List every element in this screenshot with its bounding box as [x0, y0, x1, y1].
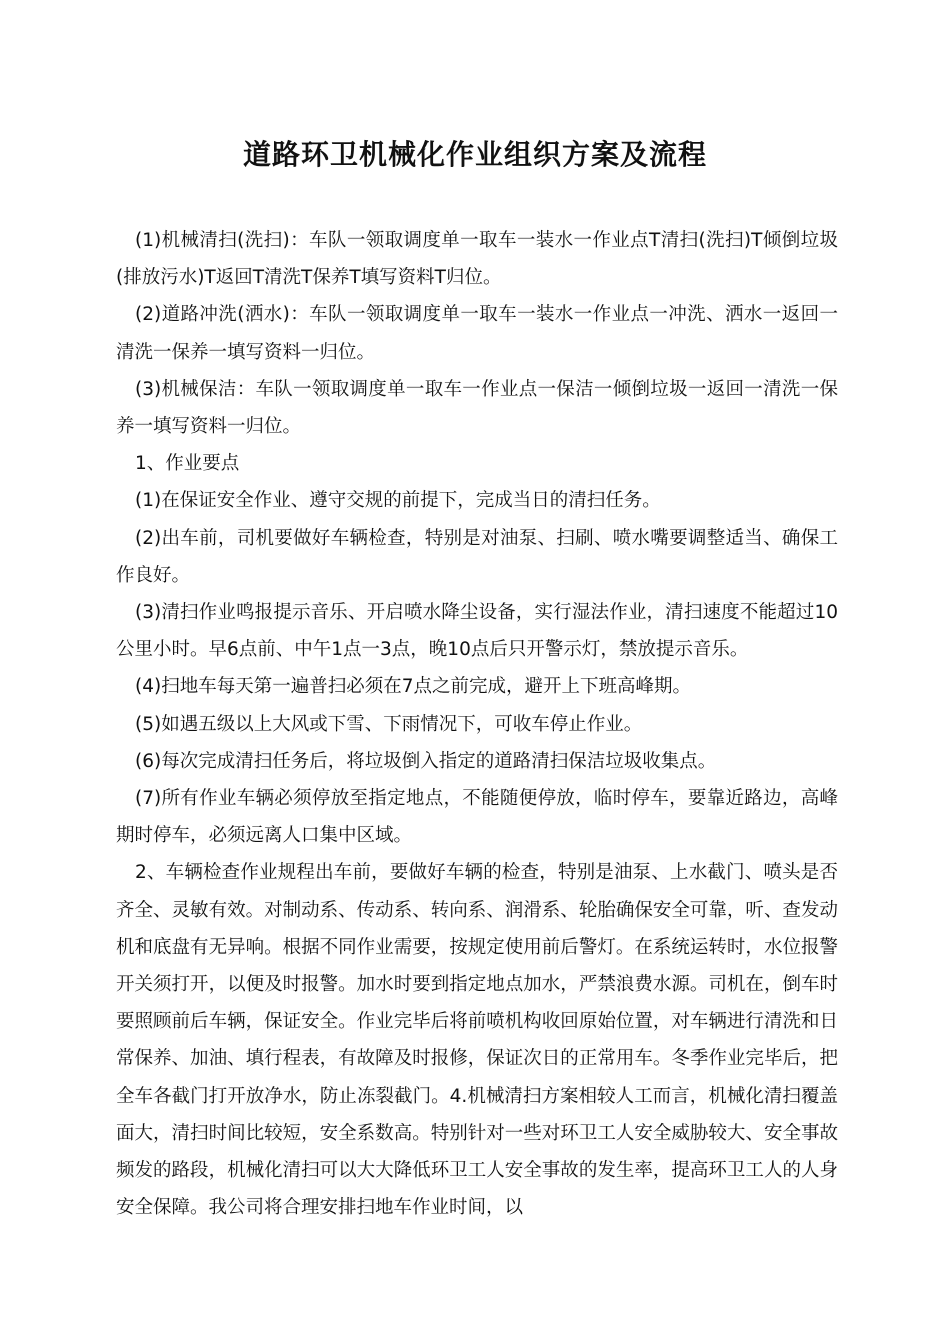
- paragraph-point-4: (4)扫地车每天第一遍普扫必须在7点之前完成，避开上下班高峰期。: [135, 676, 691, 698]
- paragraph-vehicle-inspection: 2、车辆检查作业规程出车前，要做好车辆的检查，特别是油泵、上水截门、喷头是否齐全、灵敏有效。对制动系、传动系、转向系、润滑系、轮胎确保安全可靠，听、查发动机和底盘有无异响。根据不同作业需要，按规定使用前后警灯。在系统运转时，水位报警开关须打开，以便及时报警。加水时要到指定地点加水，严禁浪费水源。司机在，倒车时要照顾前后车辆，保证安全。作业完毕后将前喷机构收回原始位置，对车辆进行清洗和日常保养、加油、填行程表，有故障及时报修，保证次日的正常用车。冬季作业完毕后，把全车各截门打开放净水，防止冻裂截门。4.机械清扫方案相较人工而言，机械化清扫覆盖面大，清扫时间比较短，安全系数高。特别针对一些对环卫工人安全威胁较大、安全事故频发的路段，机械化清扫可以大大降低环卫工人安全事故的发生率，提高环卫工人的人身安全保障。我公司将合理安排扫地车作业时间，以: [116, 862, 838, 1219]
- paragraph-point-7: (7)所有作业车辆必须停放至指定地点，不能随便停放，临时停车，要靠近路边，高峰期时停车，必须远离人口集中区域。: [116, 788, 838, 847]
- document-title: 道路环卫机械化作业组织方案及流程: [242, 138, 707, 171]
- document-body: [116, 222, 838, 1226]
- paragraph-point-6: (6)每次完成清扫任务后，将垃圾倒入指定的道路清扫保洁垃圾收集点。: [135, 750, 717, 772]
- paragraph-road-washing: (2)道路冲洗(洒水)：车队一领取调度单一取车一装水一作业点一冲洗、洒水一返回一清洗一保养一填写资料一归位。: [116, 304, 838, 363]
- paragraph-point-3: (3)清扫作业鸣报提示音乐、开启喷水降尘设备，实行湿法作业，清扫速度不能超过10公里小时。早6点前、中午1点一3点，晚10点后只开警示灯，禁放提示音乐。: [116, 602, 838, 661]
- paragraph-point-1: (1)在保证安全作业、遵守交规的前提下，完成当日的清扫任务。: [135, 490, 661, 512]
- section-heading-work-points: 1、作业要点: [135, 453, 240, 475]
- paragraph-mechanical-sweeping: (1)机械清扫(洗扫)：车队一领取调度单一取车一装水一作业点T清扫(洗扫)T倾倒垃圾(排放污水)T返回T清洗T保养T填写资料T归位。: [116, 230, 838, 289]
- paragraph-point-5: (5)如遇五级以上大风或下雪、下雨情况下，可收车停止作业。: [135, 713, 643, 735]
- paragraph-point-2: (2)出车前，司机要做好车辆检查，特别是对油泵、扫刷、喷水嘴要调整适当、确保工作良好。: [116, 527, 838, 586]
- paragraph-mechanical-cleaning: (3)机械保洁：车队一领取调度单一取车一作业点一保洁一倾倒垃圾一返回一清洗一保养一填写资料一归位。: [116, 378, 838, 438]
